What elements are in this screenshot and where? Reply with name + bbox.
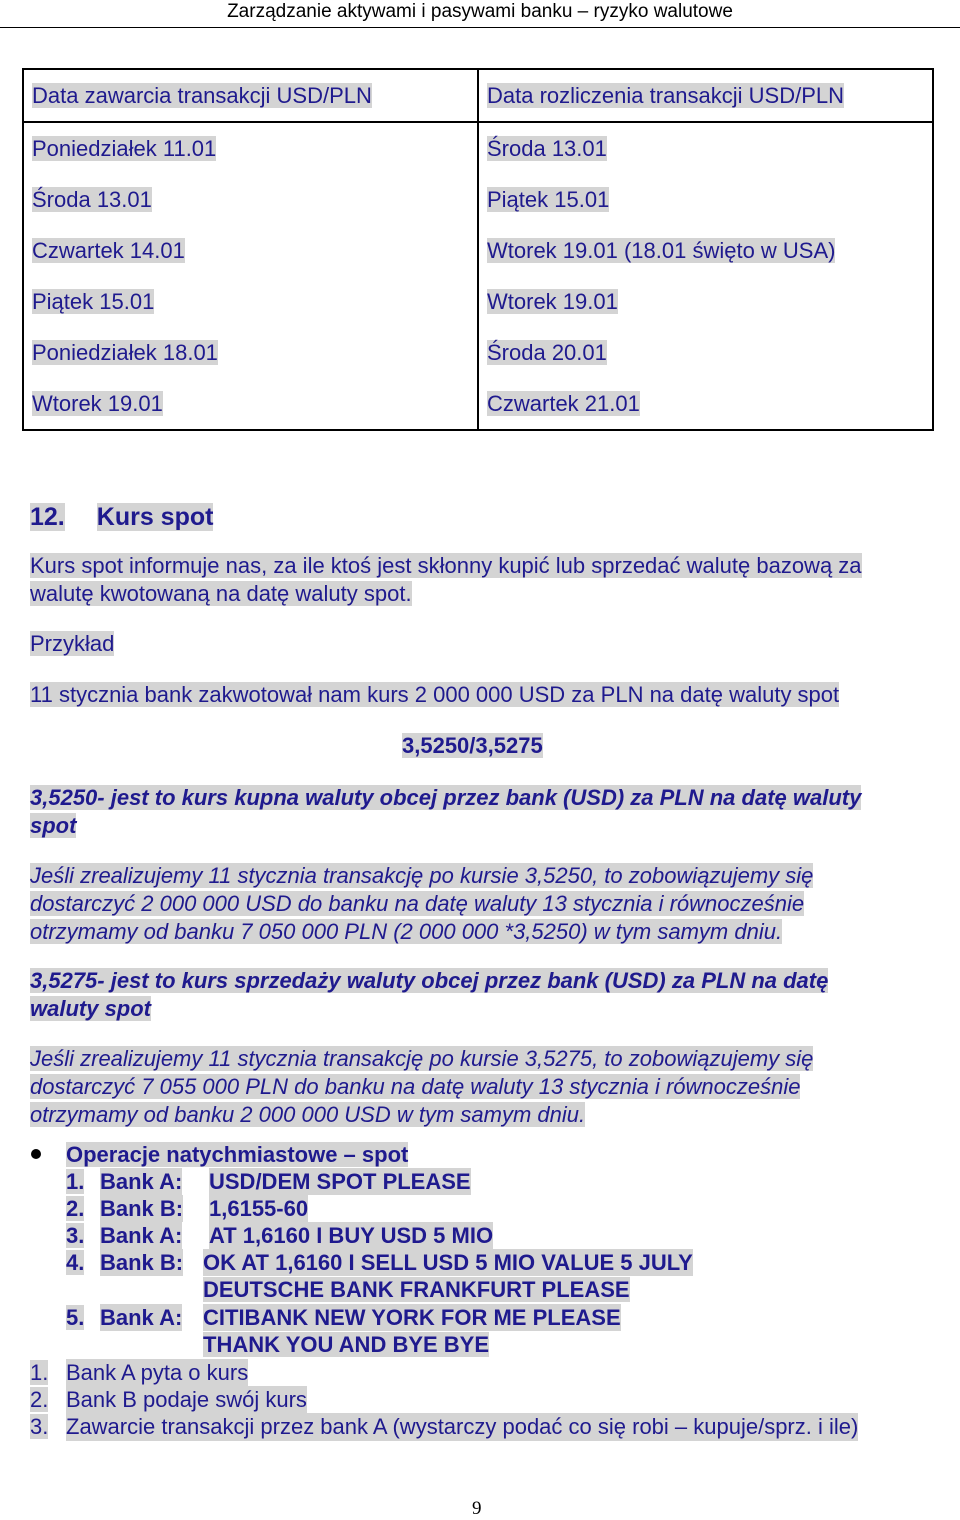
- bid-definition-line: 3,5250- jest to kurs kupna waluty obcej przez bank (USD) za PLN na datę waluty: [30, 785, 862, 810]
- dialog-text: CITIBANK NEW YORK FOR ME PLEASE: [203, 1305, 621, 1330]
- summary-text: Bank A pyta o kurs: [66, 1360, 249, 1385]
- table-header-settlement-date: Data rozliczenia transakcji USD/PLN: [487, 83, 845, 108]
- quote-rate-text: 3,5250/3,5275: [402, 733, 543, 758]
- summary-number: 3.: [30, 1414, 49, 1439]
- intro-line: walutę kwotowaną na datę waluty spot.: [30, 581, 412, 606]
- bullet-icon: [31, 1149, 41, 1159]
- table-header-cell-settlement-date: [478, 69, 933, 122]
- example-label-text: Przykład: [30, 631, 115, 656]
- dialog-line: [66, 1249, 693, 1276]
- trade-date: Wtorek 19.01: [32, 391, 163, 416]
- example-label: [30, 630, 114, 658]
- ask-definition-line: waluty spot: [30, 996, 152, 1021]
- ask-definition: [30, 967, 828, 1023]
- trade-date: Czwartek 14.01: [32, 238, 185, 263]
- dialog-number: 2.: [66, 1196, 85, 1221]
- dialog-line: [66, 1222, 494, 1249]
- dialog-speaker: Bank A:: [100, 1305, 183, 1330]
- header-rule: [0, 27, 960, 28]
- quote-rate: [402, 732, 543, 760]
- summary-text: Bank B podaje swój kurs: [66, 1387, 307, 1412]
- ask-explanation: [30, 1045, 813, 1129]
- settlement-dates-table: [22, 68, 934, 431]
- dialog-text: THANK YOU AND BYE BYE: [203, 1332, 490, 1357]
- dialog-line: [66, 1168, 471, 1195]
- dialog-number: 1.: [66, 1169, 85, 1194]
- summary-item: [30, 1413, 859, 1441]
- dialog-speaker: Bank A:: [100, 1223, 183, 1248]
- dialog-text: 1,6155-60: [209, 1196, 309, 1221]
- page-number: 9: [472, 1498, 482, 1519]
- trade-date: Poniedziałek 18.01: [32, 340, 218, 365]
- dialog-continuation: [203, 1331, 489, 1358]
- dialog-number: 4.: [66, 1250, 85, 1275]
- dialog-speaker: Bank B:: [100, 1196, 184, 1221]
- ask-explanation-line: dostarczyć 7 055 000 PLN do banku na datę waluty 13 stycznia i równocześnie: [30, 1074, 801, 1099]
- dialog-speaker: Bank A:: [100, 1169, 183, 1194]
- summary-text: Zawarcie transakcji przez bank A (wystarczy podać co się robi – kupuje/sprz. i ile): [66, 1414, 859, 1439]
- table-header-trade-date: Data zawarcia transakcji USD/PLN: [32, 83, 372, 108]
- example-text: [30, 681, 839, 709]
- bid-explanation-line: Jeśli zrealizujemy 11 stycznia transakcję po kursie 3,5250, to zobowiązujemy się: [30, 863, 814, 888]
- trade-date: Poniedziałek 11.01: [32, 136, 217, 161]
- settlement-date: Środa 13.01: [487, 136, 607, 161]
- dialog-continuation: [203, 1276, 630, 1303]
- section-heading: [30, 503, 213, 532]
- summary-item: [30, 1386, 307, 1414]
- intro-paragraph: [30, 552, 862, 608]
- summary-number: 1.: [30, 1360, 49, 1385]
- example-text-line: 11 stycznia bank zakwotował nam kurs 2 000 000 USD za PLN na datę waluty spot: [30, 682, 840, 707]
- running-header: Zarządzanie aktywami i pasywami banku – ryzyko walutowe: [227, 1, 733, 22]
- dialog-number: 3.: [66, 1223, 85, 1248]
- table-header-cell-trade-date: [23, 69, 478, 122]
- bid-explanation: [30, 862, 813, 946]
- operations-heading-text: Operacje natychmiastowe – spot: [66, 1142, 409, 1167]
- dialog-text: AT 1,6160 I BUY USD 5 MIO: [209, 1223, 494, 1248]
- dialog-text: OK AT 1,6160 I SELL USD 5 MIO VALUE 5 JULY: [203, 1250, 693, 1275]
- trade-date: Piątek 15.01: [32, 289, 155, 314]
- settlement-date: Wtorek 19.01: [487, 289, 618, 314]
- settlement-dates-cell: [478, 122, 933, 430]
- ask-explanation-line: otrzymamy od banku 2 000 000 USD w tym samym dniu.: [30, 1102, 586, 1127]
- bid-definition-line: spot: [30, 813, 77, 838]
- operations-heading: [66, 1141, 408, 1168]
- section-number: 12.: [30, 503, 65, 531]
- bid-definition: [30, 784, 861, 840]
- summary-number: 2.: [30, 1387, 49, 1412]
- section-title: Kurs spot: [96, 503, 214, 531]
- dialog-line: [66, 1195, 309, 1222]
- dialog-line: [66, 1304, 621, 1331]
- intro-line: Kurs spot informuje nas, za ile ktoś jest skłonny kupić lub sprzedać walutę bazową za: [30, 553, 862, 578]
- ask-definition-line: 3,5275- jest to kurs sprzedaży waluty obcej przez bank (USD) za PLN na datę: [30, 968, 829, 993]
- summary-item: [30, 1359, 249, 1387]
- dialog-speaker: Bank B:: [100, 1250, 184, 1275]
- bid-explanation-line: dostarczyć 2 000 000 USD do banku na datę waluty 13 stycznia i równocześnie: [30, 891, 805, 916]
- settlement-date: Piątek 15.01: [487, 187, 610, 212]
- trade-date: Środa 13.01: [32, 187, 152, 212]
- settlement-date: Czwartek 21.01: [487, 391, 640, 416]
- trade-dates-cell: [23, 122, 478, 430]
- settlement-date: Wtorek 19.01 (18.01 święto w USA): [487, 238, 836, 263]
- dialog-text: DEUTSCHE BANK FRANKFURT PLEASE: [203, 1277, 630, 1302]
- settlement-date: Środa 20.01: [487, 340, 607, 365]
- bid-explanation-line: otrzymamy od banku 7 050 000 PLN (2 000 000 *3,5250) w tym samym dniu.: [30, 919, 783, 944]
- dialog-number: 5.: [66, 1305, 85, 1330]
- ask-explanation-line: Jeśli zrealizujemy 11 stycznia transakcję po kursie 3,5275, to zobowiązujemy się: [30, 1046, 814, 1071]
- dialog-text: USD/DEM SPOT PLEASE: [209, 1169, 471, 1194]
